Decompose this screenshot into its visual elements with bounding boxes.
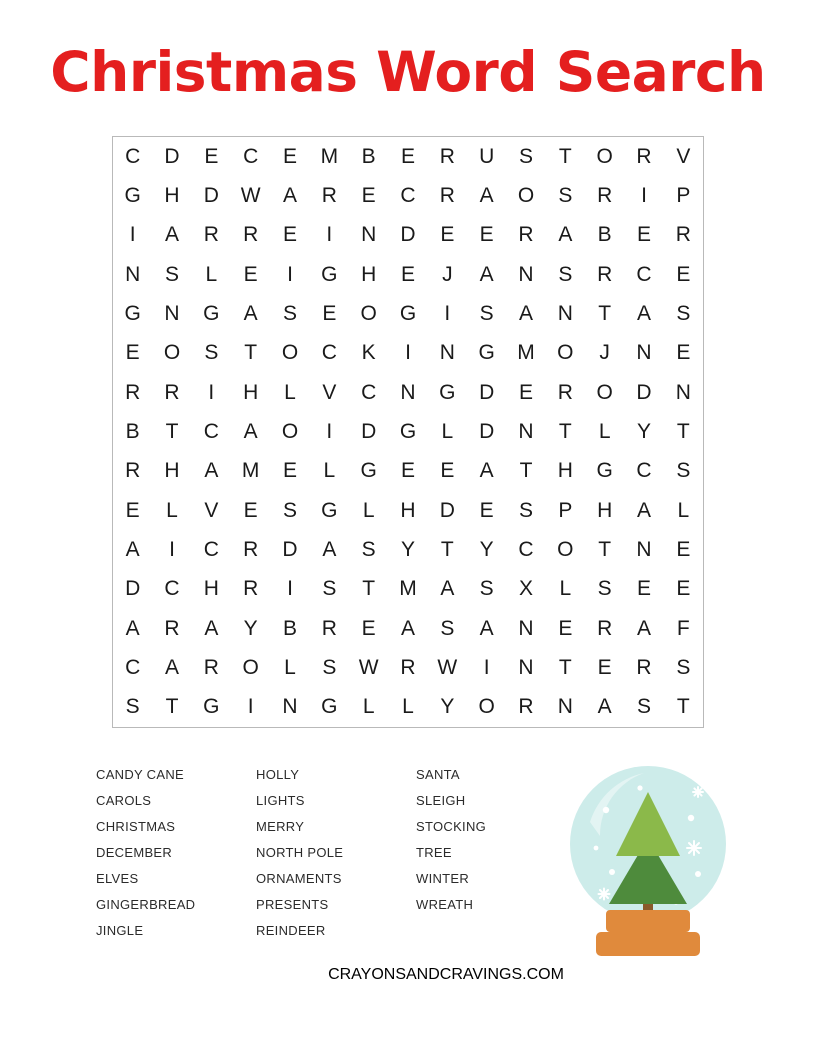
grid-cell: D (479, 419, 495, 443)
grid-cell: L (362, 498, 375, 522)
grid-cell: O (596, 380, 613, 404)
word-list-item: TREE (416, 845, 452, 860)
grid-cell: R (164, 380, 180, 404)
grid-cell: M (399, 577, 417, 601)
grid-cell: E (636, 223, 651, 247)
grid-cell: M (320, 144, 339, 168)
grid-cell: C (243, 144, 259, 168)
grid-cell: C (400, 183, 416, 207)
grid-cell: O (517, 183, 535, 207)
grid-cell: R (125, 380, 141, 404)
grid-cell: R (203, 655, 219, 679)
grid-cell: B (361, 144, 376, 168)
grid-cell: N (282, 695, 298, 719)
word-list-item: CAROLS (96, 793, 152, 808)
grid-cell: T (676, 695, 690, 719)
grid-cell: G (124, 183, 141, 207)
grid-cell: R (400, 655, 416, 679)
grid-cell: T (676, 419, 690, 443)
grid-cell: E (676, 577, 691, 601)
grid-cell: R (243, 577, 259, 601)
word-list-item: STOCKING (416, 819, 487, 834)
grid-cell: G (439, 380, 456, 404)
grid-cell: D (400, 223, 416, 247)
grid-cell: I (287, 577, 293, 601)
grid-cell: A (479, 616, 494, 640)
grid-cell: O (557, 537, 574, 561)
grid-cell: C (636, 262, 652, 286)
grid-cell: E (440, 223, 455, 247)
grid-cell: E (400, 144, 415, 168)
grid-cell: S (479, 577, 494, 601)
grid-cell: C (321, 341, 337, 365)
grid-cell: I (326, 419, 333, 443)
grid-cell: L (323, 459, 336, 483)
word-list-item: REINDEER (256, 923, 326, 938)
grid-cell: S (558, 262, 573, 286)
grid-cell: P (676, 183, 691, 207)
grid-cell: C (518, 537, 534, 561)
grid-cell: E (125, 341, 140, 365)
grid-cell: N (675, 380, 691, 404)
word-list-item: WREATH (416, 897, 474, 912)
grid-cell: T (362, 577, 376, 601)
grid-cell: E (676, 341, 691, 365)
grid-cell: A (400, 616, 415, 640)
grid-cell: S (440, 616, 455, 640)
grid-cell: L (284, 655, 296, 679)
grid-cell: V (322, 380, 337, 404)
grid-cell: A (597, 695, 612, 719)
grid-cell: O (557, 341, 574, 365)
grid-cell: C (203, 419, 219, 443)
grid-cell: B (125, 419, 140, 443)
grid-cell: G (203, 695, 220, 719)
grid-cell: A (164, 223, 179, 247)
grid-cell: V (204, 498, 219, 522)
grid-cell: N (636, 537, 652, 561)
grid-cell: O (596, 144, 613, 168)
snow-globe-illustration (548, 752, 748, 967)
grid-cell: R (636, 144, 652, 168)
grid-cell: N (557, 695, 573, 719)
grid-cell: R (243, 223, 259, 247)
grid-cell: D (479, 380, 495, 404)
grid-cell: S (676, 459, 691, 483)
grid-cell: W (437, 655, 458, 679)
grid-cell: S (164, 262, 179, 286)
grid-cell: G (596, 459, 613, 483)
grid-cell: V (676, 144, 691, 168)
grid-cell: P (558, 498, 573, 522)
grid-cell: Y (243, 616, 258, 640)
grid-cell: A (518, 301, 533, 325)
grid-cell: R (597, 262, 613, 286)
grid-cell: F (676, 616, 690, 640)
grid-cell: N (518, 419, 534, 443)
grid-cell: L (402, 695, 414, 719)
grid-cell: A (636, 301, 651, 325)
grid-cell: E (676, 537, 691, 561)
grid-cell: H (597, 498, 613, 522)
grid-cell: M (517, 341, 535, 365)
grid-cell: A (204, 459, 219, 483)
grid-cell: A (164, 655, 179, 679)
grid-cell: G (321, 262, 338, 286)
grid-cell: T (519, 459, 533, 483)
grid-cell: H (557, 459, 573, 483)
grid-cell: N (439, 341, 455, 365)
grid-cell: I (287, 262, 293, 286)
grid-cell: T (165, 695, 179, 719)
grid-cell: S (518, 144, 533, 168)
grid-cell: R (518, 695, 534, 719)
grid-cell: R (597, 183, 613, 207)
word-list-item: SLEIGH (416, 793, 466, 808)
grid-cell: D (636, 380, 652, 404)
grid-cell: R (164, 616, 180, 640)
grid-cell: I (444, 301, 451, 325)
grid-cell: I (405, 341, 411, 365)
grid-cell: D (203, 183, 219, 207)
grid-cell: J (442, 262, 453, 286)
grid-cell: R (518, 223, 534, 247)
grid-cell: A (243, 419, 258, 443)
grid-cell: E (282, 144, 297, 168)
grid-cell: E (400, 262, 415, 286)
grid-cell: A (558, 223, 573, 247)
grid-cell: I (169, 537, 175, 561)
grid-cell: C (203, 537, 219, 561)
grid-cell: T (165, 419, 179, 443)
word-list-item: CHRISTMAS (96, 819, 176, 834)
grid-cell: E (322, 301, 337, 325)
grid-cell: N (361, 223, 377, 247)
word-list-item: GINGERBREAD (96, 897, 196, 912)
grid-cell: H (164, 183, 180, 207)
grid-cell: G (124, 301, 141, 325)
grid-cell: E (361, 616, 376, 640)
grid-cell: L (598, 419, 611, 443)
grid-cell: L (205, 262, 218, 286)
grid-cell: S (558, 183, 573, 207)
grid-cell: R (125, 459, 141, 483)
word-list-item: HOLLY (256, 767, 300, 782)
grid-cell: O (242, 655, 259, 679)
grid-cell: R (439, 183, 455, 207)
grid-cell: E (125, 498, 140, 522)
grid-cell: L (284, 380, 296, 404)
grid-cell: R (597, 616, 613, 640)
word-list-column (96, 768, 256, 950)
grid-cell: I (129, 223, 136, 247)
grid-cell: A (322, 537, 337, 561)
word-list-item: ELVES (96, 871, 139, 886)
grid-cell: E (597, 655, 612, 679)
grid-cell: T (244, 341, 258, 365)
word-list-item: WINTER (416, 871, 470, 886)
grid-cell: R (636, 655, 652, 679)
grid-cell: A (125, 537, 140, 561)
grid-cell: A (479, 262, 494, 286)
grid-cell: L (677, 498, 690, 522)
word-list-column (256, 768, 416, 950)
word-list-item: MERRY (256, 819, 305, 834)
grid-cell: R (243, 537, 259, 561)
grid-cell: G (399, 419, 417, 443)
grid-cell: G (478, 341, 495, 365)
grid-cell: E (400, 459, 415, 483)
grid-cell: D (282, 537, 298, 561)
grid-cell: A (282, 183, 297, 207)
grid-cell: S (282, 301, 297, 325)
word-list (96, 768, 576, 950)
grid-cell: E (440, 459, 455, 483)
grid-cell: Y (636, 419, 651, 443)
grid-cell: G (321, 695, 338, 719)
grid-cell: O (360, 301, 377, 325)
word-list-item: CANDY CANE (96, 767, 185, 782)
credit-line-wrap (236, 966, 656, 984)
grid-cell: D (125, 577, 141, 601)
grid-cell: B (282, 616, 297, 640)
grid-cell: L (441, 419, 454, 443)
grid-cell: N (557, 301, 573, 325)
grid-cell: S (204, 341, 219, 365)
grid-cell: M (241, 459, 260, 483)
grid-cell: E (204, 144, 219, 168)
grid-cell: A (440, 577, 455, 601)
grid-cell: H (164, 459, 180, 483)
grid-cell: S (361, 537, 376, 561)
grid-cell: A (636, 498, 651, 522)
grid-cell: I (208, 380, 215, 404)
grid-cell: A (636, 616, 651, 640)
word-list-item: ORNAMENTS (256, 871, 342, 886)
word-list-item: DECEMBER (96, 845, 173, 860)
grid-cell: I (483, 655, 490, 679)
grid-cell: R (557, 380, 573, 404)
grid-cell: E (676, 262, 691, 286)
grid-cell: E (243, 262, 258, 286)
credit-line: CRAYONSANDCRAVINGS.COM (328, 966, 564, 983)
grid-cell: S (125, 695, 140, 719)
grid-cell: N (400, 380, 416, 404)
grid-cell: T (598, 537, 612, 561)
grid-cell: X (518, 577, 533, 601)
grid-cell: I (326, 223, 333, 247)
grid-cell: W (240, 183, 261, 207)
grid-cell: N (636, 341, 652, 365)
grid-cell: R (439, 144, 455, 168)
grid-cell: C (125, 655, 141, 679)
grid-cell: E (361, 183, 376, 207)
grid-cell: H (400, 498, 416, 522)
word-search-grid (112, 136, 704, 728)
page-title: Christmas Word Search (50, 40, 766, 104)
grid-cell: O (281, 341, 299, 365)
grid-cell: A (479, 183, 494, 207)
word-list-item: NORTH POLE (256, 845, 344, 860)
grid-cell: A (479, 459, 494, 483)
grid-cell: N (518, 262, 534, 286)
grid-cell: A (204, 616, 219, 640)
grid-cell: E (479, 498, 494, 522)
grid-cell: I (247, 695, 254, 719)
grid-cell: S (282, 498, 297, 522)
grid-cell: T (558, 655, 572, 679)
grid-cell: Y (479, 537, 494, 561)
grid-cell: S (636, 695, 651, 719)
grid-cell: J (599, 341, 610, 365)
grid-cell: N (164, 301, 180, 325)
grid-cell: C (164, 577, 180, 601)
grid-cell: Y (440, 695, 455, 719)
grid-cell: R (321, 616, 337, 640)
grid-cell: A (243, 301, 258, 325)
grid-cell: L (166, 498, 178, 522)
grid-cell: T (440, 537, 454, 561)
grid-cell: R (321, 183, 337, 207)
grid-cell: S (322, 577, 337, 601)
grid-cell: U (479, 144, 495, 168)
word-list-item: PRESENTS (256, 897, 329, 912)
grid-cell: S (676, 301, 691, 325)
grid-cell: D (439, 498, 455, 522)
grid-cell: H (361, 262, 377, 286)
word-list-item: JINGLE (96, 923, 144, 938)
grid-cell: N (125, 262, 141, 286)
grid-cell: S (322, 655, 337, 679)
grid-cell: T (558, 144, 572, 168)
grid-cell: A (125, 616, 140, 640)
grid-cell: C (361, 380, 377, 404)
grid-cell: O (281, 419, 299, 443)
grid-cell: N (518, 655, 534, 679)
grid-cell: E (282, 459, 297, 483)
grid-cell: G (321, 498, 338, 522)
grid-cell: Y (400, 537, 415, 561)
grid-cell: K (361, 341, 376, 365)
grid-cell: E (636, 577, 651, 601)
grid-cell: C (125, 144, 141, 168)
grid-cell: I (641, 183, 647, 207)
grid-cell: R (203, 223, 219, 247)
word-list-item: SANTA (416, 767, 460, 782)
grid-cell: T (598, 301, 612, 325)
grid-cell: S (676, 655, 691, 679)
grid-cell: T (558, 419, 572, 443)
grid-cell: S (518, 498, 533, 522)
grid-cell: E (479, 223, 494, 247)
grid-cell: H (203, 577, 219, 601)
grid-cell: W (358, 655, 379, 679)
grid-cell: S (597, 577, 612, 601)
grid-cell: E (282, 223, 297, 247)
grid-cell: N (518, 616, 534, 640)
grid-cell: E (558, 616, 573, 640)
grid-cell: O (478, 695, 495, 719)
grid-cell: L (362, 695, 375, 719)
word-list-item: LIGHTS (256, 793, 305, 808)
grid-cell: H (243, 380, 259, 404)
grid-cell: E (518, 380, 533, 404)
grid-cell: R (675, 223, 691, 247)
grid-cell: O (163, 341, 181, 365)
grid-cell: G (203, 301, 220, 325)
grid-cell: G (360, 459, 377, 483)
grid-cell: S (479, 301, 494, 325)
grid-cell: E (243, 498, 258, 522)
grid-cell: C (636, 459, 652, 483)
grid-cell: D (164, 144, 180, 168)
grid-cell: G (399, 301, 417, 325)
grid-cell: B (597, 223, 612, 247)
grid-cell: L (559, 577, 572, 601)
grid-cell: D (361, 419, 377, 443)
letter-grid (113, 137, 703, 727)
